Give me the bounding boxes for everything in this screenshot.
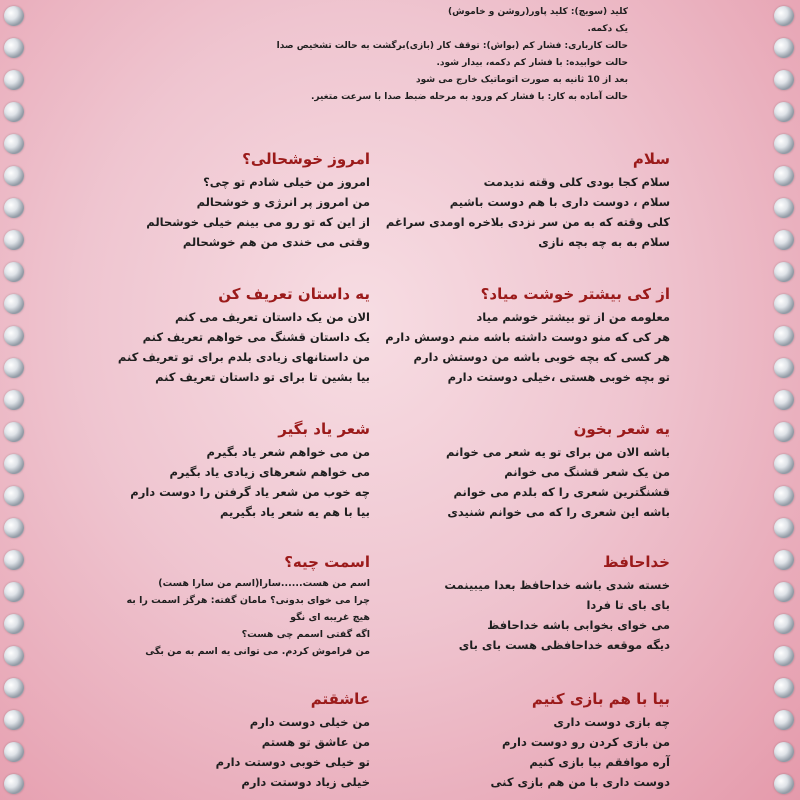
section-happy-today	[90, 150, 370, 252]
diamond-icon	[4, 38, 24, 58]
diamond-icon	[774, 358, 794, 378]
diamond-icon	[4, 646, 24, 666]
section-title: امروز خوشحالی؟	[242, 150, 370, 168]
section-line: من فراموش کردم. می توانی یه اسم به من بگی	[145, 646, 370, 657]
section-line: می خواهم شعرهای زیادی یاد بگیرم	[169, 465, 370, 479]
instruction-line: حالت خوابیده: با فشار کم دکمه، بیدار شود.	[436, 58, 628, 68]
section-line: آره موافقم بیا بازی کنیم	[529, 755, 670, 769]
section-line: من خیلی دوست دارم	[249, 715, 370, 729]
diamond-icon	[4, 70, 24, 90]
diamond-icon	[4, 326, 24, 346]
diamond-icon	[774, 326, 794, 346]
section-line: الان من یک داستان تعریف می کنم	[174, 310, 370, 324]
diamond-icon	[774, 422, 794, 442]
section-line: سلام به به چه بچه نازی	[538, 235, 670, 249]
diamond-icon	[774, 134, 794, 154]
diamond-icon	[774, 70, 794, 90]
diamond-icon	[774, 294, 794, 314]
right-diamond-border	[770, 0, 800, 800]
diamond-icon	[4, 102, 24, 122]
section-lets-play	[400, 690, 670, 792]
diamond-icon	[774, 774, 794, 794]
diamond-icon	[774, 198, 794, 218]
instructions-block	[208, 6, 628, 108]
section-your-name	[90, 553, 370, 660]
section-line: بیا بشین تا برای تو داستان تعریف کنم	[155, 370, 370, 384]
diamond-icon	[4, 454, 24, 474]
diamond-icon	[4, 230, 24, 250]
diamond-icon	[4, 678, 24, 698]
diamond-icon	[4, 742, 24, 762]
section-line: باشه الان من برای تو یه شعر می خوانم	[446, 445, 670, 459]
section-line: تو بچه خوبی هستی ،خیلی دوستت دارم	[447, 370, 670, 384]
instruction-line: کلید (سویچ): کلید پاور(روشن و خاموش)	[448, 7, 628, 17]
diamond-icon	[4, 262, 24, 282]
section-line: از این که تو رو می بینم خیلی خوشحالم	[146, 215, 370, 229]
diamond-icon	[4, 134, 24, 154]
section-title: یه شعر بخون	[573, 420, 670, 438]
diamond-icon	[774, 678, 794, 698]
diamond-icon	[774, 38, 794, 58]
diamond-icon	[4, 358, 24, 378]
diamond-icon	[4, 198, 24, 218]
section-title: یه داستان تعریف کن	[218, 285, 370, 303]
diamond-icon	[4, 774, 24, 794]
section-line: دوست داری با من هم بازی کنی	[490, 775, 670, 789]
instruction-line: حالت کارباری: فشار کم (بواش): توقف کار (بازی)برگشت به حالت تشخیص صدا	[276, 41, 628, 51]
section-line: می خوای بخوابی باشه خداحافظ	[487, 618, 670, 632]
instruction-line: یک دکمه.	[587, 24, 628, 34]
left-diamond-border	[0, 0, 30, 800]
section-line: چه خوب من شعر یاد گرفتن را دوست دارم	[130, 485, 370, 499]
section-line: چه بازی دوست داری	[553, 715, 670, 729]
diamond-icon	[774, 486, 794, 506]
section-line: چرا می خوای بدونی؟ مامان گفته: هرگز اسمت را به	[126, 595, 370, 606]
section-line: دیگه موقعه خداحافظی هست بای بای	[458, 638, 670, 652]
section-love-you	[90, 690, 370, 792]
diamond-icon	[4, 422, 24, 442]
diamond-icon	[4, 486, 24, 506]
diamond-icon	[4, 710, 24, 730]
diamond-icon	[4, 294, 24, 314]
instruction-line: حالت آماده به کار: با فشار کم ورود به مرحله ضبط صدا با سرعت متغیر.	[310, 92, 628, 102]
diamond-icon	[4, 550, 24, 570]
diamond-icon	[4, 582, 24, 602]
diamond-icon	[774, 102, 794, 122]
section-title: شعر یاد بگیر	[278, 420, 370, 438]
diamond-icon	[774, 390, 794, 410]
section-title: خداحافظ	[603, 553, 670, 571]
section-line: تو خیلی خوبی دوستت دارم	[215, 755, 370, 769]
section-line: من می خواهم شعر یاد بگیرم	[206, 445, 370, 459]
section-line: وقتی می خندی من هم خوشحالم	[182, 235, 370, 249]
diamond-icon	[774, 454, 794, 474]
diamond-icon	[774, 262, 794, 282]
section-line: من امروز پر انرژی و خوشحالم	[196, 195, 370, 209]
section-title: از کی بیشتر خوشت میاد؟	[480, 285, 670, 303]
section-line: باشه این شعری را که می خوانم شنیدی	[447, 505, 670, 519]
diamond-icon	[4, 166, 24, 186]
section-line: هر کسی که بچه خوبی باشه من دوستش دارم	[413, 350, 670, 364]
diamond-icon	[774, 710, 794, 730]
section-line: سلام کجا بودی کلی وقته ندیدمت	[483, 175, 670, 189]
instruction-line: بعد از 10 ثانیه به صورت اتوماتیک خارج می شود	[416, 75, 628, 85]
diamond-icon	[774, 6, 794, 26]
section-line: یک داستان قشنگ می خواهم تعریف کنم	[142, 330, 370, 344]
section-read-poem	[400, 420, 670, 522]
diamond-icon	[774, 742, 794, 762]
diamond-icon	[774, 230, 794, 250]
section-line: من داستانهای زیادی بلدم برای تو تعریف کنم	[117, 350, 370, 364]
section-line: قشنگترین شعری را که بلدم می خوانم	[453, 485, 670, 499]
section-title: اسمت چیه؟	[284, 553, 370, 571]
section-line: بای بای تا فردا	[586, 598, 670, 612]
section-hello	[385, 150, 670, 252]
section-learn-poem	[90, 420, 370, 522]
section-line: اگه گفتی اسمم چی هست؟	[241, 629, 370, 640]
section-goodbye	[400, 553, 670, 655]
diamond-icon	[774, 518, 794, 538]
section-line: هیچ غریبه ای نگو	[290, 612, 370, 623]
diamond-icon	[774, 582, 794, 602]
section-line: من بازی کردن رو دوست دارم	[501, 735, 670, 749]
section-line: امروز من خیلی شادم تو چی؟	[203, 175, 370, 189]
section-line: من یک شعر قشنگ می خوانم	[504, 465, 670, 479]
diamond-icon	[774, 166, 794, 186]
diamond-icon	[4, 518, 24, 538]
diamond-icon	[774, 646, 794, 666]
section-line: سلام ، دوست داری با هم دوست باشیم	[449, 195, 670, 209]
section-who-you-like	[385, 285, 670, 387]
section-line: اسم من هست......سارا(اسم من سارا هست)	[158, 578, 370, 589]
section-title: سلام	[632, 150, 670, 168]
section-title: عاشقتم	[310, 690, 370, 708]
diamond-icon	[774, 550, 794, 570]
diamond-icon	[4, 390, 24, 410]
section-tell-story	[90, 285, 370, 387]
diamond-icon	[4, 614, 24, 634]
section-line: معلومه من از تو بیشتر خوشم میاد	[476, 310, 670, 324]
section-line: بیا با هم یه شعر یاد بگیریم	[220, 505, 370, 519]
section-line: کلی وقته که به من سر نزدی بلاخره اومدی سراغم	[385, 215, 670, 229]
section-line: خیلی زیاد دوستت دارم	[241, 775, 370, 789]
diamond-icon	[774, 614, 794, 634]
section-line: هر کی که منو دوست داشته باشه منم دوسش دارم	[385, 330, 670, 344]
section-title: بیا با هم بازی کنیم	[531, 690, 670, 708]
diamond-icon	[4, 6, 24, 26]
section-line: من عاشق تو هستم	[261, 735, 370, 749]
section-line: خسته شدی باشه خداحافظ بعدا میبینمت	[444, 578, 670, 592]
